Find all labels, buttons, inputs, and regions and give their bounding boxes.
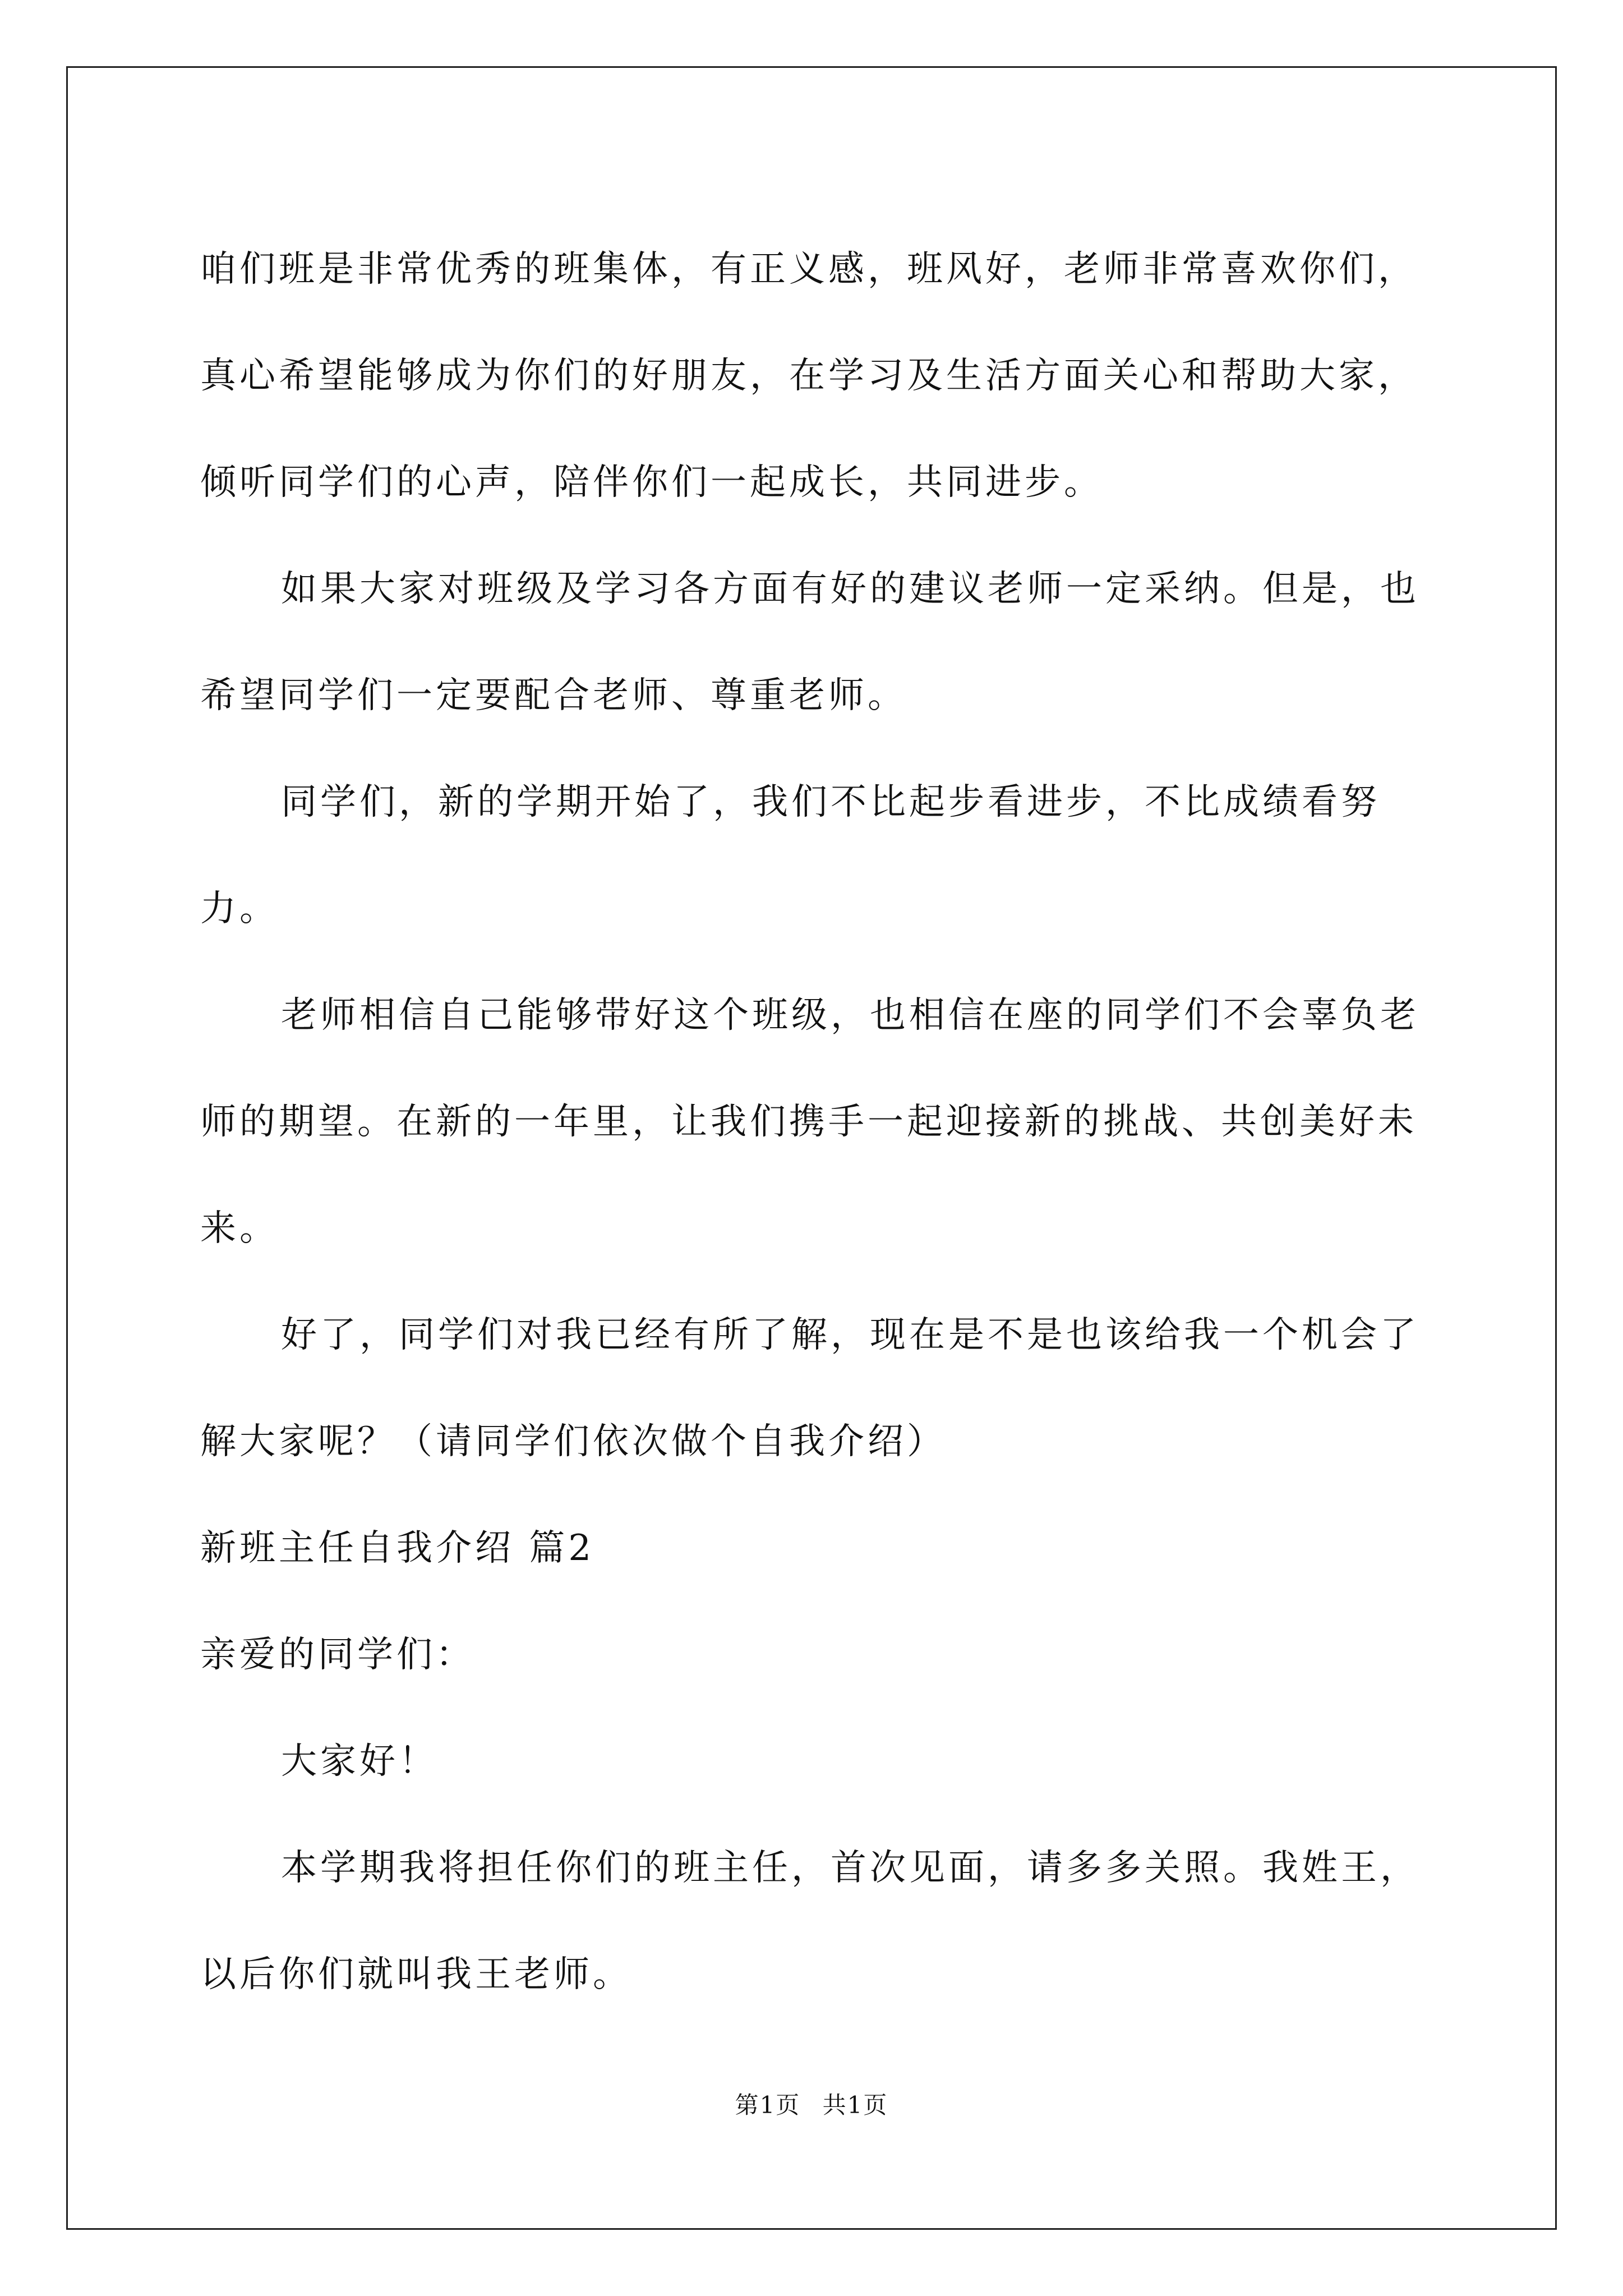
paragraph-6: 本学期我将担任你们的班主任，首次见面，请多多关照。我姓王，以后你们就叫我王老师。 <box>200 1847 1419 1995</box>
page-number: 第1页 <box>735 2091 801 2119</box>
paragraph-4: 老师相信自己能够带好这个班级，也相信在座的同学们不会辜负老师的期望。在新的一年里，让我们携手一起迎接新的挑战、共创美好未来。 <box>200 995 1419 1249</box>
paragraph-3: 同学们，新的学期开始了，我们不比起步看进步，不比成绩看努力。 <box>200 781 1380 930</box>
paragraph-5: 好了，同学们对我已经有所了解，现在是不是也该给我一个机会了解大家呢？（请同学们依次做个自我介绍） <box>200 1314 1419 1462</box>
salutation: 亲爱的同学们： <box>200 1634 475 1676</box>
greeting: 大家好！ <box>281 1741 438 1782</box>
paragraph-2: 如果大家对班级及学习各方面有好的建议老师一定采纳。但是，也希望同学们一定要配合老师、尊重老师。 <box>200 568 1419 716</box>
section-heading: 新班主任自我介绍 篇2 <box>200 1527 595 1569</box>
paragraph-1: 咱们班是非常优秀的班集体，有正义感，班风好，老师非常喜欢你们，真心希望能够成为你们的好朋友，在学习及生活方面关心和帮助大家，倾听同学们的心声，陪伴你们一起成长，共同进步。 <box>200 249 1417 503</box>
page-footer <box>0 2087 1623 2120</box>
page-total: 共1页 <box>822 2091 888 2119</box>
document-body <box>200 216 1423 2028</box>
